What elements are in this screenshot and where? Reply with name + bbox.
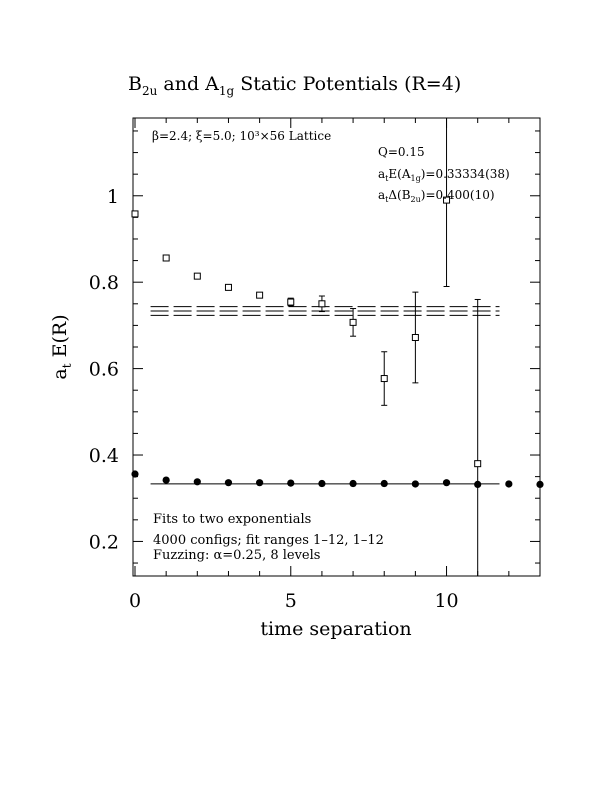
excited-state-point xyxy=(132,211,138,217)
ground-state-point xyxy=(412,480,419,487)
fits-annotation: Fits to two exponentials xyxy=(153,512,312,527)
gap-annotation: $a_t\Delta(B_{2u})=0.400(10)$ xyxy=(378,188,495,204)
excited-state-point xyxy=(225,284,231,290)
ground-state-point xyxy=(349,480,356,487)
ground-state-point xyxy=(505,480,512,487)
lattice-annotation: β=2.4; ξ=5.0; 10³×56 Lattice xyxy=(152,129,332,143)
y-tick-label: 0.4 xyxy=(88,445,119,468)
fit-lines xyxy=(151,307,500,484)
plot-frame xyxy=(133,118,540,576)
x-axis-label: time separation xyxy=(260,618,412,640)
excited-state-point xyxy=(350,319,356,325)
y-tick-label: 0.6 xyxy=(88,358,119,381)
y-tick-label: 0.8 xyxy=(88,272,119,295)
ground-state-point xyxy=(381,480,388,487)
excited-state-point xyxy=(288,299,294,305)
ground-state-point xyxy=(318,480,325,487)
excited-state-point xyxy=(163,255,169,261)
ground-state-point xyxy=(256,479,263,486)
ground-state-point xyxy=(287,480,294,487)
configs-annotation: 4000 configs; fit ranges 1–12, 1–12 xyxy=(153,533,384,548)
ground-state-point xyxy=(225,479,232,486)
excited-state-point xyxy=(319,301,325,307)
ground-state-point xyxy=(194,478,201,485)
excited-state-point xyxy=(475,461,481,467)
ground-state-point xyxy=(131,470,138,477)
chart-title: $B_{2u}$ and $A_{1g}$ Static Potentials (R=4) xyxy=(128,73,462,98)
energy-annotation: $a_tE(A_{1g})=0.33334(38)$ xyxy=(378,167,510,183)
data-series xyxy=(131,118,543,576)
q-annotation: Q=0.15 xyxy=(378,145,425,159)
x-tick-label: 10 xyxy=(434,590,459,612)
excited-state-point xyxy=(257,292,263,298)
excited-state-point xyxy=(381,376,387,382)
ground-state-point xyxy=(536,481,543,488)
y-tick-label: 0.2 xyxy=(88,531,119,554)
y-tick-label: 1 xyxy=(106,185,119,208)
ground-state-point xyxy=(443,479,450,486)
axis-ticks xyxy=(133,118,540,576)
fuzzing-annotation: Fuzzing: α=0.25, 8 levels xyxy=(153,548,321,563)
ground-state-point xyxy=(163,476,170,483)
excited-state-point xyxy=(412,334,418,340)
y-axis-label: $a_t$ E(R) xyxy=(49,314,74,380)
x-tick-label: 5 xyxy=(284,590,297,612)
x-tick-label: 0 xyxy=(128,590,142,612)
excited-state-point xyxy=(194,273,200,279)
